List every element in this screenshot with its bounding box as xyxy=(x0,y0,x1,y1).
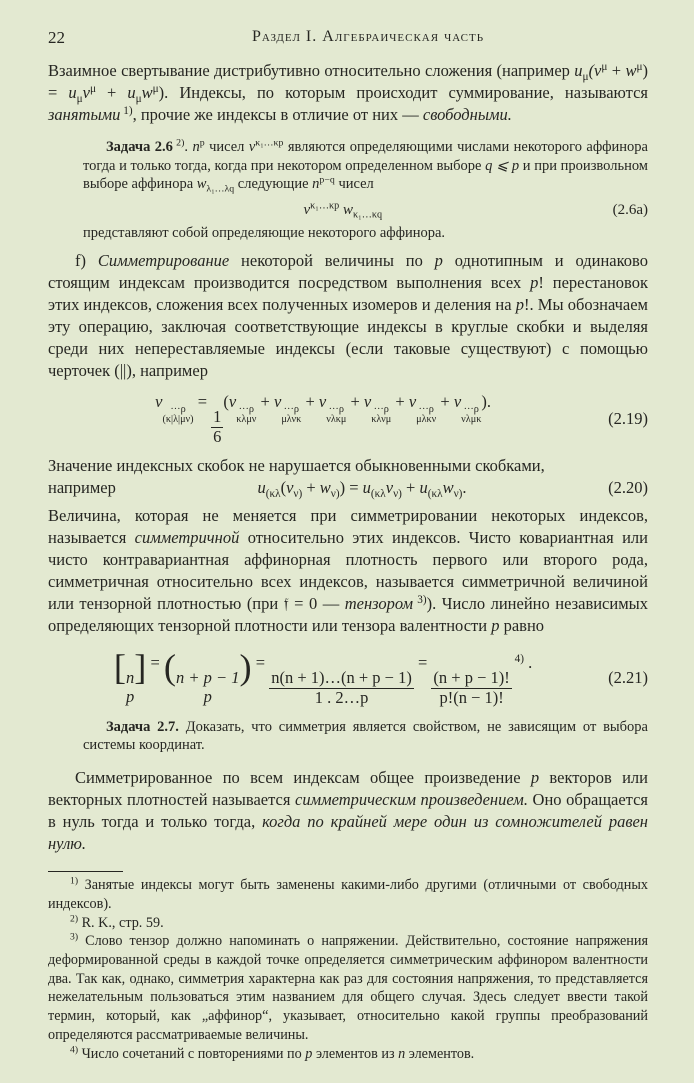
equation-body xyxy=(48,392,598,447)
text-segment: v xyxy=(155,392,163,411)
paragraph-symmetric-product xyxy=(48,767,648,855)
text-segment: свободными. xyxy=(422,105,512,124)
text-segment: R. K., стр. 59. xyxy=(78,914,164,931)
text-segment: f) xyxy=(75,251,98,270)
text-segment: 1) xyxy=(70,875,79,887)
superscript-indices: ···ρ xyxy=(463,403,479,415)
text-segment: Занятые индексы могут быть заменены какими-либо другими (отличными от свободных индексов). xyxy=(48,877,648,912)
problem-2-7 xyxy=(83,718,648,755)
text-segment: чисел xyxy=(334,176,374,192)
text-segment: ν) xyxy=(453,487,463,500)
text-segment: + xyxy=(346,392,364,411)
text-segment: ν) xyxy=(293,487,303,500)
text-segment: и при произвольном выборе аффинора xyxy=(83,157,648,192)
footnote-1 xyxy=(48,876,648,913)
text-segment: p−q xyxy=(319,174,335,186)
text-segment: симметричной xyxy=(134,527,240,547)
text-segment: ( xyxy=(163,646,177,687)
fraction-numerator: 1 xyxy=(213,406,222,426)
text-segment: q ⩽ p xyxy=(485,157,520,174)
text-segment: относительно этих индексов. Чисто ковариантная или чисто контравариантная аффинорная плотность первого или второго рода, симметричная относительно всех индексов, называется симметричной величиной или тензорной плотностью (при 𝔣 = 0 — xyxy=(48,527,648,613)
text-segment: являются определяющими числами некоторого аффинора тогда и только тогда, когда при некотором определенном выборе xyxy=(83,139,648,174)
subscript-indices: μλκν xyxy=(416,413,437,425)
text-segment: μ xyxy=(601,60,608,73)
text-segment: !. Мы обозначаем эту операцию, заключая соответствующие индексы в круглые скобки и выделяя среди них непереставляемые индексы (если таковые существуют) с помощью черточек (||), например xyxy=(48,295,648,380)
text-segment: w xyxy=(339,202,354,218)
subscript-indices: κλνμ xyxy=(371,413,392,425)
equation-label: (2.6a) xyxy=(612,202,648,218)
text-segment: = xyxy=(193,392,212,411)
text-segment: следующие xyxy=(234,176,313,192)
text-segment: , прочие же индексы в отличие от них — xyxy=(132,105,423,124)
paragraph-symmetrization xyxy=(48,250,648,382)
text-segment: μ xyxy=(636,60,643,73)
text-segment: Значение индексных скобок не нарушается обыкновенными скобками, xyxy=(48,455,545,475)
text-segment: однотипным и одинаково стоящим индексам производится посредством выполнения всех xyxy=(48,251,648,292)
text-segment: = xyxy=(146,652,164,672)
text-segment: w xyxy=(319,477,331,497)
text-segment: Число сочетаний с повторениями по xyxy=(78,1045,306,1062)
text-segment: v xyxy=(228,392,237,411)
text-segment: ). Число линейно независимых определяющих тензорной плотности или тензора валентности xyxy=(48,593,648,635)
text-segment: ) = xyxy=(48,61,649,102)
text-segment: 4) xyxy=(511,652,524,665)
text-segment: ] xyxy=(134,646,147,687)
text-segment: v xyxy=(363,392,372,411)
text-segment: w xyxy=(196,176,207,192)
text-segment: (κλ xyxy=(370,487,386,500)
equation-2-19 xyxy=(48,392,648,447)
text-segment: равно xyxy=(499,615,545,635)
fraction-denominator: p!(n − 1)! xyxy=(439,687,504,707)
equation-body xyxy=(48,646,598,708)
fraction-denominator: 6 xyxy=(213,426,222,446)
equation-body xyxy=(83,202,603,219)
text-segment: p xyxy=(305,1045,313,1062)
text-segment: Задача 2.6 xyxy=(106,139,173,155)
fraction xyxy=(269,669,414,708)
page-number: 22 xyxy=(48,28,65,47)
text-segment: u xyxy=(257,477,266,497)
text-segment: (v xyxy=(588,61,602,80)
text-segment: p xyxy=(530,767,540,787)
text-segment: κ₁…κq xyxy=(353,209,383,221)
superscript-indices: ···ρ xyxy=(373,403,389,415)
footnote-4 xyxy=(48,1045,648,1064)
text-segment: u xyxy=(419,477,428,497)
text-segment: Доказать, что симметрия является свойством, не зависящим от выбора системы координат. xyxy=(83,718,648,754)
stacked-symbol xyxy=(176,669,240,707)
equation-2-20-row xyxy=(48,477,648,499)
footnote-2 xyxy=(48,914,648,933)
superscript-indices: ···ρ xyxy=(328,403,344,415)
text-segment: v xyxy=(82,83,90,102)
fraction-numerator: n(n + 1)…(n + p − 1) xyxy=(271,667,412,687)
text-segment: v xyxy=(385,477,394,497)
superscript-indices: ···ρ xyxy=(283,403,299,415)
text-segment: . xyxy=(462,477,467,497)
index-stack xyxy=(416,405,436,425)
text-segment: + xyxy=(302,477,320,497)
superscript-indices: ···ρ xyxy=(418,403,434,415)
text-segment: тензором xyxy=(344,593,414,613)
text-segment: . xyxy=(523,652,533,672)
text-segment: [ xyxy=(113,646,127,687)
fraction xyxy=(211,408,223,447)
text-segment: μ xyxy=(76,92,83,105)
text-segment: u xyxy=(574,61,583,80)
text-segment: λ₁…λq xyxy=(206,183,235,195)
text-segment: v xyxy=(453,392,462,411)
text-segment: n xyxy=(312,176,320,192)
footnote-divider xyxy=(48,871,123,873)
text-segment: 2) xyxy=(172,137,185,149)
text-segment: + xyxy=(391,392,409,411)
text-segment: p xyxy=(491,615,500,635)
text-segment: = xyxy=(413,652,432,672)
problem-2-6-conclusion xyxy=(83,224,648,243)
running-header: Раздел I. Алгебраическая часть xyxy=(251,28,485,45)
text-segment: (κλ xyxy=(265,487,281,500)
text-segment: + xyxy=(301,392,319,411)
subscript-indices: νλκμ xyxy=(326,413,347,425)
text-segment: 1) xyxy=(120,104,133,117)
text-segment: (κλ xyxy=(427,487,443,500)
superscript-indices: ···ρ xyxy=(238,403,254,415)
text-segment: v xyxy=(273,392,282,411)
index-stack xyxy=(326,405,346,425)
text-segment: . xyxy=(184,139,193,155)
footnotes xyxy=(48,876,648,1063)
text-segment: μ xyxy=(135,92,142,105)
text-segment: κ₁…κp xyxy=(310,200,340,212)
equation-2-6a xyxy=(83,198,648,224)
text-segment: + xyxy=(607,61,626,80)
text-segment: чисел xyxy=(204,139,249,155)
text-segment: v xyxy=(408,392,417,411)
fraction xyxy=(431,669,511,708)
index-stack xyxy=(162,405,193,425)
text-segment: векторов или векторных плотностей называется xyxy=(48,767,648,809)
equation-2-20 xyxy=(126,477,598,499)
text-segment: p xyxy=(515,295,524,314)
text-segment: ). xyxy=(481,392,491,411)
text-segment: 4) xyxy=(70,1044,79,1056)
text-segment: μ xyxy=(582,70,589,83)
text-segment: ) xyxy=(239,646,252,687)
text-segment: ν) xyxy=(393,487,402,500)
index-stack xyxy=(461,405,481,425)
text-segment: Слово тензор должно напоминать о напряжении. Действительно, состояние напряжения деформированной среды в каждой точке определяется симметрическим аффинором валентности два. Так как, однако, симметрия характерна как раз для состояния напряжения, то представляется нежелательным пользоваться этим названием для общего случая. Здесь следует ввести такой термин, который, как „аффинор“, указывает, относительно какой группы преобразований определяются рассматриваемые величины. xyxy=(48,933,648,1043)
text-segment: ( xyxy=(280,477,287,497)
text-segment: элементов из xyxy=(312,1045,399,1062)
text-segment: 3) xyxy=(413,593,427,606)
text-segment: v xyxy=(286,477,294,497)
text-segment: ( xyxy=(223,392,229,411)
text-segment: Симметрированное по всем индексам общее произведение xyxy=(75,767,531,787)
text-segment: p xyxy=(199,137,205,149)
text-segment: + xyxy=(401,477,420,497)
paragraph-index-brackets-cont xyxy=(48,477,116,499)
text-segment: w xyxy=(625,61,637,80)
text-segment: w xyxy=(442,477,454,497)
paragraph-symmetric-quantity xyxy=(48,505,648,637)
equation-label: (2.19) xyxy=(608,409,648,429)
text-segment: v xyxy=(248,139,256,155)
text-segment: Задача 2.7. xyxy=(106,718,179,735)
equation-label: (2.20) xyxy=(608,477,648,497)
text-segment: u xyxy=(127,83,136,102)
paragraph-index-brackets xyxy=(48,455,648,477)
stack-top: n + p − 1 xyxy=(176,667,240,687)
text-segment: ν) xyxy=(330,487,340,500)
text-segment: 2) xyxy=(70,913,79,925)
text-segment: элементов. xyxy=(405,1045,475,1062)
text-segment: + xyxy=(436,392,454,411)
text-segment: w xyxy=(141,83,153,102)
equation-label: (2.21) xyxy=(608,668,648,688)
text-segment: + xyxy=(256,392,274,411)
footnote-3 xyxy=(48,932,648,1044)
text-segment: например xyxy=(48,477,116,497)
subscript-indices: μλνκ xyxy=(281,413,302,425)
text-segment: ) = xyxy=(339,477,363,497)
subscript-indices: (κ|λ|μν) xyxy=(162,413,194,425)
text-segment: Симметрирование xyxy=(97,251,230,270)
index-stack xyxy=(371,405,391,425)
text-segment: симметрическим произведением. xyxy=(295,789,528,809)
text-segment: u xyxy=(68,83,77,102)
text-segment: Величина, которая не меняется при симметрировании некоторых индексов, называется xyxy=(48,505,648,547)
superscript-indices: ···ρ xyxy=(170,403,186,415)
text-segment: представляют собой определяющие некоторого аффинора. xyxy=(83,224,446,241)
text-segment: u xyxy=(362,477,371,497)
text-segment: + xyxy=(95,83,128,102)
text-segment: Взаимное свертывание дистрибутивно относительно сложения (например xyxy=(48,61,575,80)
book-page xyxy=(48,0,648,1083)
fraction-numerator: (n + p − 1)! xyxy=(433,667,510,687)
text-segment: Оно обращается в нуль тогда и только тогда, xyxy=(48,789,649,831)
text-segment: некоторой величины по xyxy=(229,251,435,270)
stack-bottom: p xyxy=(126,686,135,706)
text-segment: = xyxy=(251,652,270,672)
problem-2-6 xyxy=(83,138,648,194)
text-segment: занятыми xyxy=(48,105,121,124)
text-segment: ! перестановок этих индексов, сложения всех полученных изомеров и деления на xyxy=(48,273,648,314)
text-segment: n xyxy=(398,1045,406,1062)
subscript-indices: κλμν xyxy=(236,413,257,425)
subscript-indices: νλμκ xyxy=(461,413,482,425)
text-segment: κ₁…κp xyxy=(255,137,284,149)
equation-2-21 xyxy=(48,646,648,708)
stack-bottom: p xyxy=(203,686,212,706)
paragraph-contraction xyxy=(48,60,648,126)
text-segment: v xyxy=(303,202,311,218)
page-header xyxy=(48,28,648,52)
text-segment: 3) xyxy=(70,932,79,943)
text-segment: p xyxy=(434,251,443,270)
text-segment: p xyxy=(530,273,539,292)
text-segment: v xyxy=(318,392,327,411)
text-segment: n xyxy=(192,139,200,155)
text-segment: μ xyxy=(89,82,96,95)
text-segment: μ xyxy=(152,82,159,95)
index-stack xyxy=(236,405,256,425)
index-stack xyxy=(281,405,301,425)
text-segment: когда по крайней мере один из сомножителей равен нулю. xyxy=(48,811,648,853)
stack-top: n xyxy=(126,667,135,687)
text-segment: ). Индексы, по которым происходит суммирование, называются xyxy=(158,83,648,102)
fraction-denominator: 1 . 2…p xyxy=(314,687,369,707)
